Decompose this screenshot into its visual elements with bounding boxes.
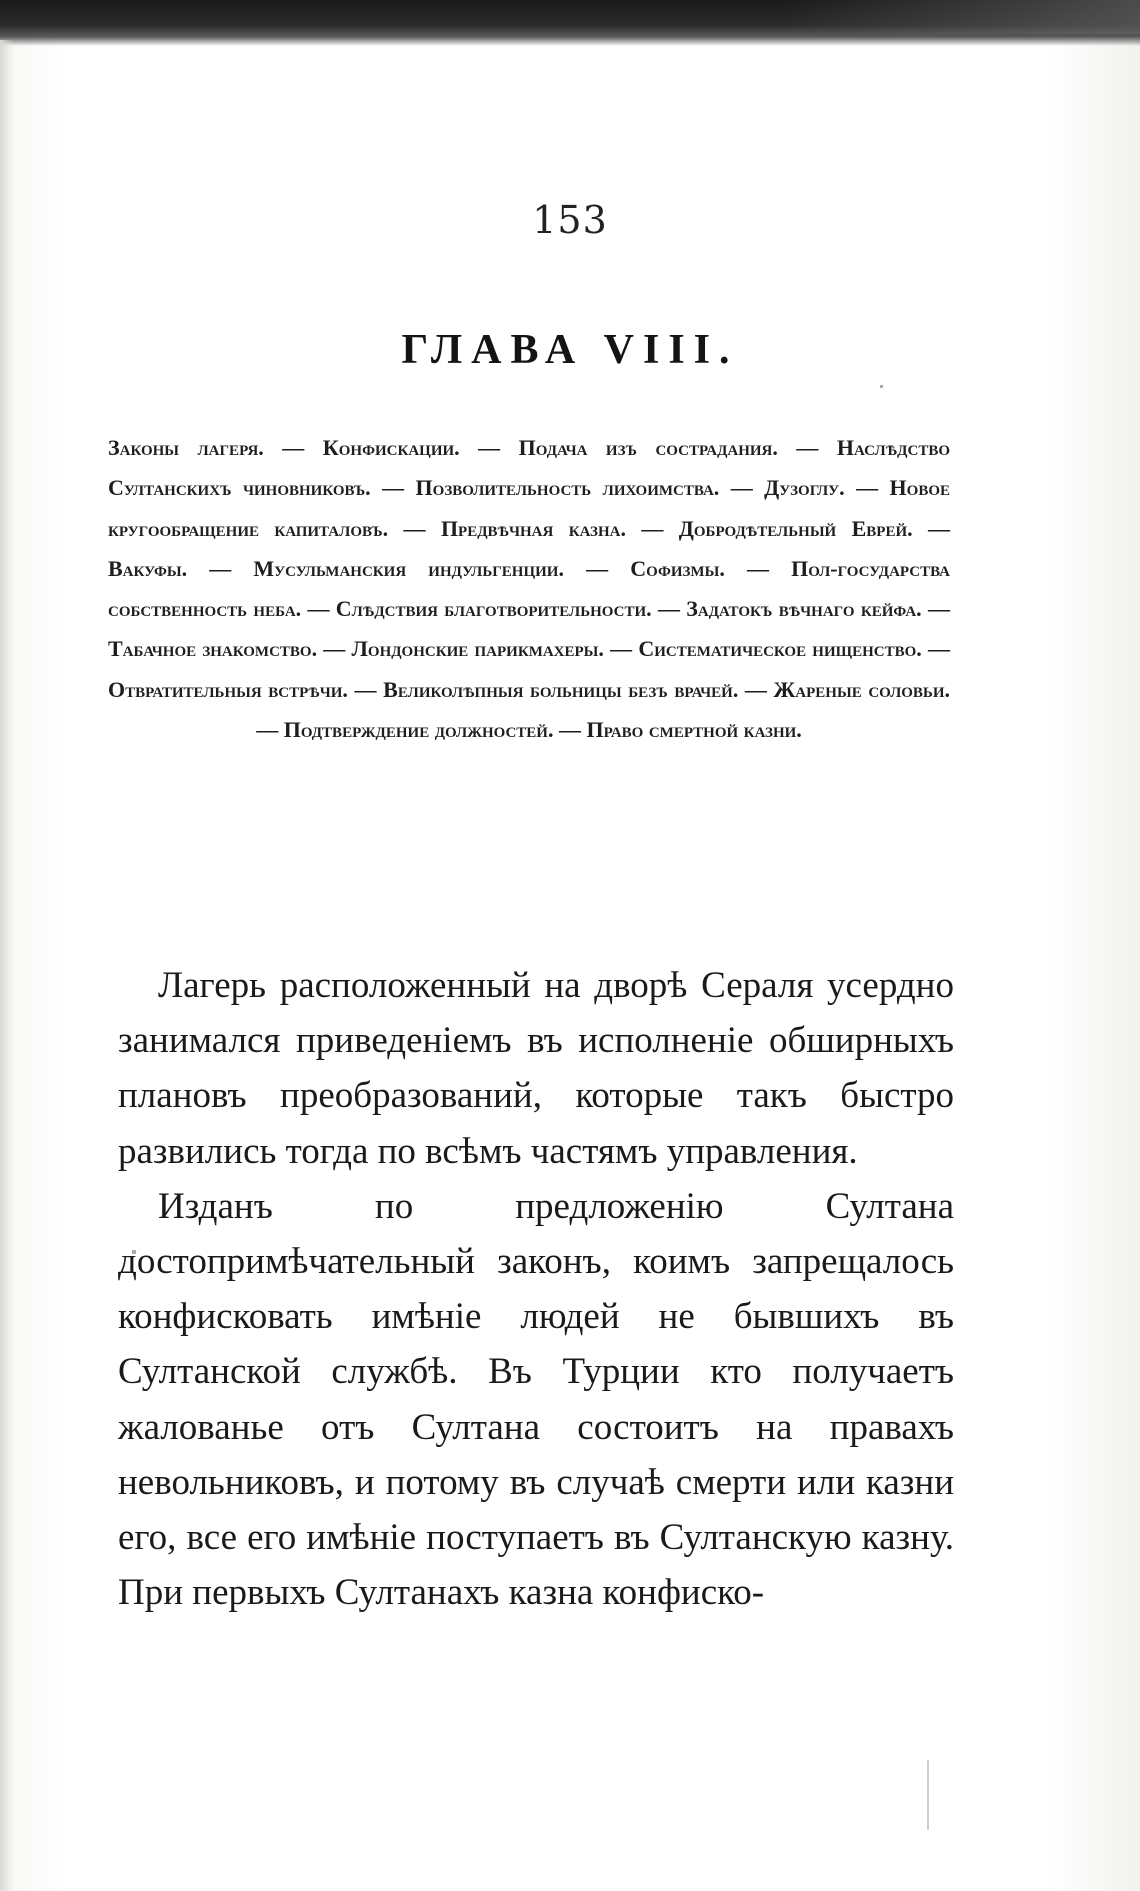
body-paragraph-1: Лагерь расположенный на дворѣ Сераля усердно занимался приведенiемъ въ исполненiе обширныхъ плановъ преобразований, которые такъ быстро развились тогда по всѣмъ частямъ управления. xyxy=(118,965,954,1172)
ink-speck xyxy=(927,1760,929,1830)
scan-top-edge xyxy=(0,0,1140,46)
ink-speck xyxy=(880,385,883,388)
body-paragraph-2: Изданъ по предложенiю Султана достопримѣчательный законъ, коимъ запрещалось конфисковать имѣнiе людей не бывшихъ въ Султанской службѣ. Въ Турции кто получаетъ жалованье отъ Султана состоитъ на правахъ невольниковъ, и потому въ случаѣ смерти или казни его, все его имѣнiе поступаетъ въ Султанскую казну. При первыхъ Султанахъ казна конфиско- xyxy=(118,1185,954,1614)
chapter-summary: Законы лагеря. — Конфискации. — Подача изъ сострадания. — Наслѣдство Султанскихъ чиновниковъ. — Позволительность лихоимства. — Дузоглу. — Новое кругообращение капиталовъ. — Предвѣчная казна. — Добродѣтельный Еврей. — Вакуфы. — Мусульманския индульгенции. — Софизмы. — Пол-государства собственность неба. — Слѣдствия благотворительности. — Задатокъ вѣчнаго кейфа. — Табачное знакомство. — Лондонские парикмахеры. — Систематическое нищенство. — Отвратительныя встрѣчи. — Великолѣпныя больницы безъ врачей. — Жареные соловьи. — Подтверждение должностей. — Право смертной казни. xyxy=(108,435,950,743)
ink-speck xyxy=(132,1250,136,1254)
page-number: 153 xyxy=(532,198,608,242)
chapter-body xyxy=(118,958,954,1620)
scan-left-shadow xyxy=(0,40,14,1891)
chapter-title: ГЛАВА VIII. xyxy=(401,327,739,373)
